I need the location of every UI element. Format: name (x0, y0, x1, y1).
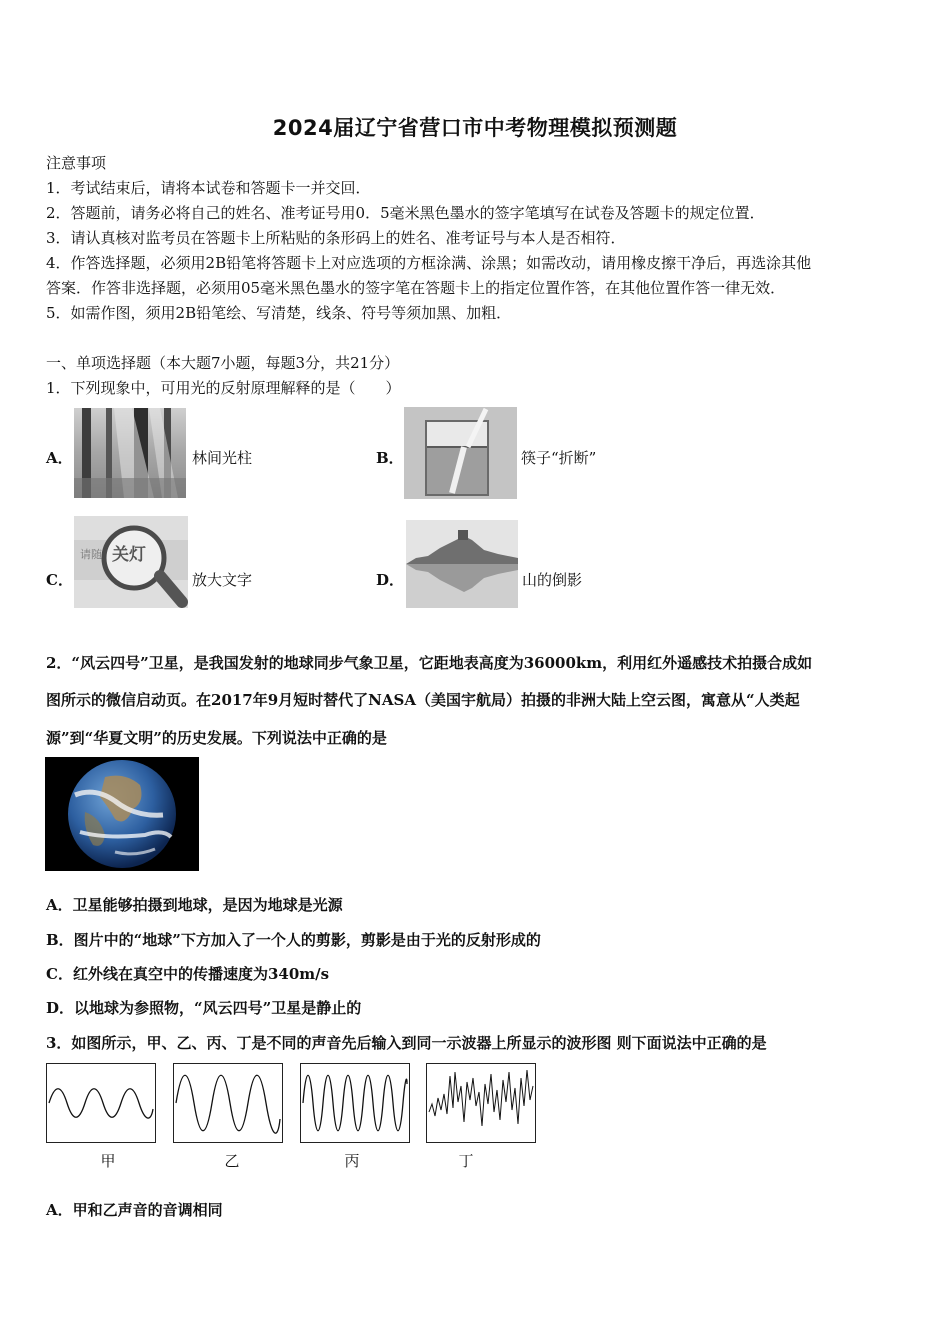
mountain-reflection-image (406, 520, 518, 608)
notice-item: 答案．作答非选择题，必须用05毫米黑色墨水的签字笔在答题卡上的指定位置作答，在其他位置作答一律无效． (46, 279, 786, 297)
sign-text-small: 请随 (80, 548, 102, 561)
question-3-option: A．甲和乙声音的音调相同 (46, 1201, 223, 1219)
glass-illustration (404, 407, 517, 499)
waveform-label-jia: 甲 (100, 1152, 116, 1170)
option-b-letter: B． (376, 449, 404, 467)
notice-item: 2．答题前，请务必将自己的姓名、准考证号用0．5毫米黑色墨水的签字笔填写在试卷及答题卡的规定位置． (46, 204, 765, 222)
notice-heading: 注意事项 (46, 154, 107, 172)
waveform-yi (173, 1063, 283, 1143)
waveform-yi-trace (176, 1075, 280, 1133)
question-2-stem-line: 2．“风云四号”卫星，是我国发射的地球同步气象卫星，它距地表高度为36000km，利用红外遥感技术拍摄合成如 (46, 654, 813, 672)
forest-illustration (74, 408, 186, 498)
option-b-caption: 筷子“折断” (521, 449, 597, 467)
option-c-letter: C． (46, 571, 73, 589)
waveform-label-bing: 丙 (344, 1152, 360, 1170)
option-d-letter: D． (376, 571, 405, 589)
waveform-jia-trace (49, 1089, 153, 1118)
question-1-stem: 1．下列现象中，可用光的反射原理解释的是（ ） (46, 379, 401, 397)
earth-image (45, 757, 199, 871)
question-3-stem: 3．如图所示，甲、乙、丙、丁是不同的声音先后输入到同一示波器上所显示的波形图 则下面说法中正确的是 (46, 1034, 767, 1052)
mountain-illustration (406, 520, 518, 608)
question-2-option: A．卫星能够拍摄到地球，是因为地球是光源 (46, 896, 343, 914)
forest-light-image (74, 408, 186, 498)
waveform-jia (46, 1063, 156, 1143)
page-title: 2024届辽宁省营口市中考物理模拟预测题 (272, 116, 678, 140)
option-c-caption: 放大文字 (192, 571, 253, 589)
question-2-option: C．红外线在真空中的传播速度为340m/s (46, 965, 330, 983)
question-2-option: B．图片中的“地球”下方加入了一个人的剪影，剪影是由于光的反射形成的 (46, 931, 541, 949)
question-2-stem-line: 图所示的微信启动页。在2017年9月短时替代了NASA（美国宇航局）拍摄的非洲大陆上空云图，寓意从“人类起 (46, 691, 800, 709)
notice-item: 4．作答选择题，必须用2B铅笔将答题卡上对应选项的方框涂满、涂黑；如需改动，请用橡皮擦干净后，再选涂其他 (46, 254, 812, 272)
waveform-ding-trace (429, 1070, 533, 1126)
notice-item: 1．考试结束后，请将本试卷和答题卡一并交回． (46, 179, 371, 197)
waveform-bing-trace (303, 1075, 407, 1131)
waveform-label-yi: 乙 (224, 1152, 240, 1170)
question-2-option: D．以地球为参照物，“风云四号”卫星是静止的 (46, 999, 362, 1017)
option-a-letter: A． (46, 449, 73, 467)
chopstick-glass-image (404, 407, 517, 499)
notice-item: 3．请认真核对监考员在答题卡上所粘贴的条形码上的姓名、准考证号与本人是否相符． (46, 229, 626, 247)
section-heading: 一、单项选择题（本大题7小题，每题3分，共21分） (46, 354, 400, 372)
magnifier-image (74, 516, 188, 608)
sign-text-magnified: 关灯 (112, 545, 146, 565)
question-2-stem-line: 源”到“华夏文明”的历史发展。下列说法中正确的是 (46, 729, 387, 747)
option-a-caption: 林间光柱 (192, 449, 253, 467)
waveform-label-ding: 丁 (458, 1152, 474, 1170)
waveform-bing (300, 1063, 410, 1143)
earth-illustration (45, 757, 199, 871)
notice-item: 5．如需作图，须用2B铅笔绘、写清楚，线条、符号等须加黑、加粗． (46, 304, 512, 322)
waveform-ding (426, 1063, 536, 1143)
option-d-caption: 山的倒影 (522, 571, 583, 589)
